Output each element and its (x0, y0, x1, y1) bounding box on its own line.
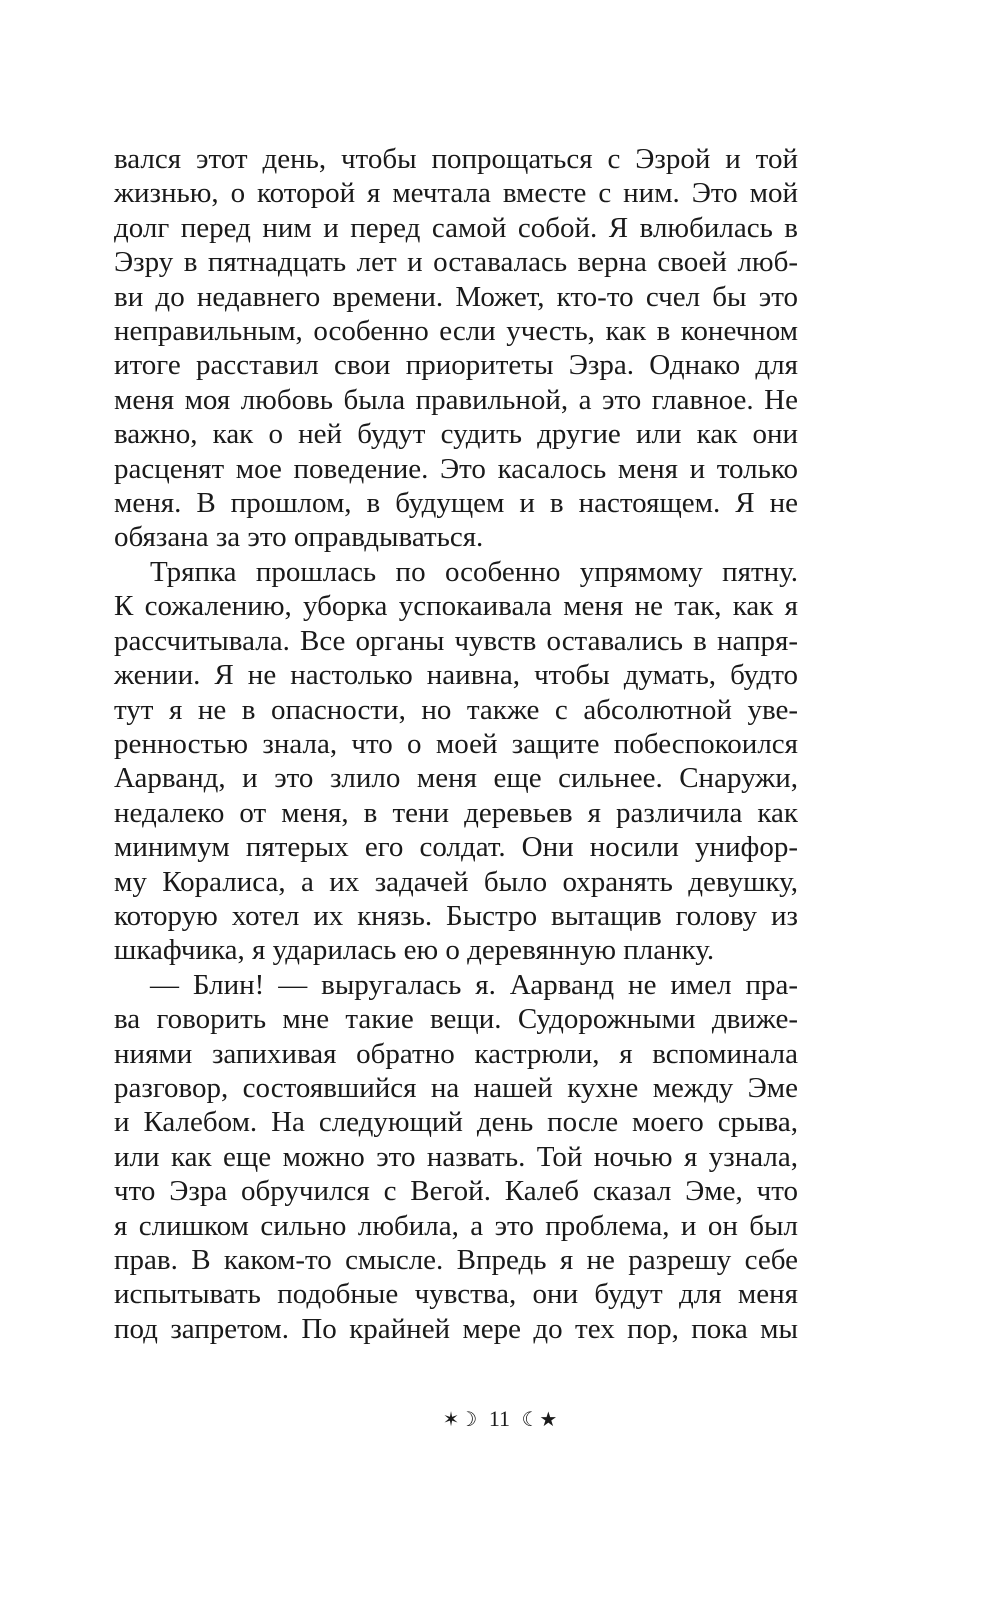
page-number: 11 (488, 1405, 510, 1431)
text-line: тут я не в опасности, но также с абсолютной уве- (114, 693, 798, 726)
text-line: вался этот день, чтобы попрощаться с Эзрой и той (114, 143, 798, 175)
text-line: — Блин! — выругалась я. Аарванд не имел пра- (150, 968, 798, 1001)
text-line: прав. В каком-то смысле. Впредь я не разрешу себе (114, 1244, 798, 1276)
text-line: ниями запихивая обратно кастрюли, я вспоминала (114, 1037, 798, 1070)
paragraph-1 (114, 142, 798, 555)
text-line: ва говорить мне такие вещи. Судорожными движе- (114, 1003, 798, 1036)
text-line: меня моя любовь была правильной, а это главное. Не (114, 383, 798, 416)
text-line: важно, как о ней будут судить другие или как они (114, 418, 798, 451)
text-line: Эзру в пятнадцать лет и оставалась верна своей люб- (114, 246, 798, 279)
text-line: долг перед ним и перед самой собой. Я влюбилась в (114, 211, 798, 244)
text-line: итоге расставил свои приоритеты Эзра. Однако для (114, 349, 798, 382)
star-moon-ornament-icon: ✶☽ (442, 1406, 478, 1431)
text-line: разговор, состоявшийся на нашей кухне между Эме (114, 1071, 798, 1104)
text-line: недалеко от меня, в тени деревьев я различила как (114, 796, 798, 829)
text-line: Аарванд, и это злило меня еще сильнее. Снаружи, (114, 762, 798, 795)
text-line: минимум пятерых его солдат. Они носили унифор- (114, 831, 798, 864)
text-line: Тряпка прошлась по особенно упрямому пятну. (150, 555, 798, 588)
text-line: жизнью, о которой я мечтала вместе с ним. Это мой (114, 177, 798, 210)
text-line: испытывать подобные чувства, они будут для меня (114, 1278, 798, 1311)
moon-star-ornament-icon: ☾★ (521, 1406, 558, 1431)
text-line: под запретом. По крайней мере до тех пор, пока мы (114, 1312, 798, 1345)
text-line: рассчитывала. Все органы чувств оставались в напря- (114, 624, 798, 657)
text-line: ренностью знала, что о моей защите побеспокоился (114, 727, 798, 760)
text-line: меня. В прошлом, в будущем и в настоящем. Я не (114, 487, 798, 520)
text-line: расценят мое поведение. Это касалось меня и только (114, 452, 798, 485)
text-line: К сожалению, уборка успокаивала меня не так, как я (114, 590, 798, 623)
text-line: что Эзра обручился с Вегой. Калеб сказал Эме, что (114, 1175, 798, 1208)
text-line: или как еще можно это назвать. Той ночью я узнала, (114, 1140, 798, 1173)
text-line: неправильным, особенно если учесть, как в конечном (114, 315, 798, 348)
text-line: жении. Я не настолько наивна, чтобы думать, будто (114, 659, 798, 692)
text-line: му Коралиса, а их задачей было охранять девушку, (114, 865, 798, 898)
text-line: обязана за это оправдываться. (114, 521, 484, 554)
text-line: шкафчика, я ударилась ею о деревянную планку. (114, 934, 715, 967)
paragraph-3 (114, 968, 798, 1346)
text-line: и Калебом. На следующий день после моего срыва, (114, 1106, 798, 1139)
text-line: я слишком сильно любила, а это проблема, и он был (114, 1209, 798, 1242)
page-footer (0, 1404, 1000, 1432)
text-line: ви до недавнего времени. Может, кто-то счел бы это (114, 280, 798, 313)
paragraph-2 (114, 555, 798, 968)
body-text (114, 142, 798, 1346)
text-line: которую хотел их князь. Быстро вытащив голову из (114, 899, 798, 932)
